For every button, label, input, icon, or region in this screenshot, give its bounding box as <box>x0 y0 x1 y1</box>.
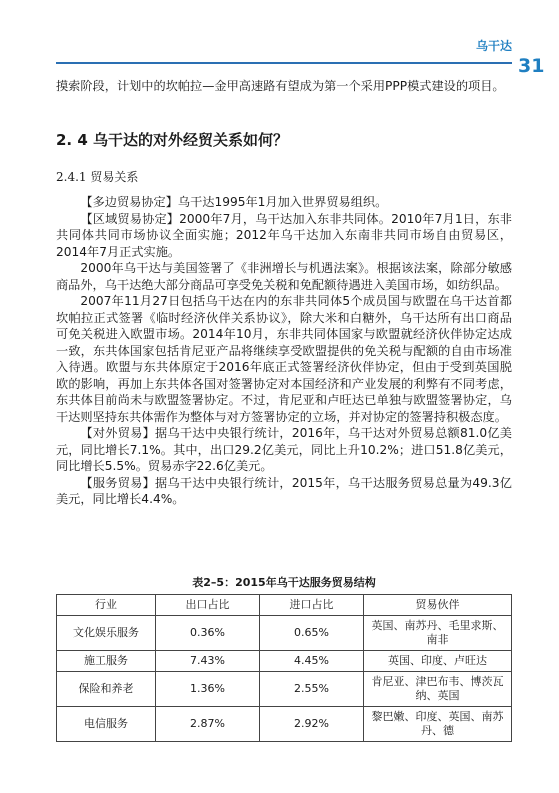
paragraph-multilateral: 【多边贸易协定】乌干达1995年1月加入世界贸易组织。 <box>80 195 388 209</box>
cell-industry: 保险和养老 <box>57 672 156 707</box>
paragraph-eu-epa: 2007年11月27日包括乌干达在内的东非共同体5个成员国与欧盟在乌干达首都坎帕拉正式签署《临时经济伙伴关系协议》，除大米和白糖外，乌干达所有出口商品可免关税进入欧盟市场。2014年10月，东非共同体国家与欧盟就经济伙伴协定达成一致，东共体国家包括肯尼亚产品将继续享受欧盟提供的免关税与配额的自由市场准入待遇。欧盟与东共体原定于2016年底正式签署经济伙伴协定，但由于受到英国脱欧的影响，再加上东共体各国对签署协定对本国经济和产业发展的利弊有不同考虑，东共体目前尚未与欧盟签署协定。不过，肯尼亚和卢旺达已单独与欧盟签署协定，乌干达则坚持东共体需作为整体与对方签署协定的立场，并对协定的签署持积极态度。 <box>56 294 512 424</box>
header-industry: 行业 <box>57 595 156 616</box>
cell-import: 2.55% <box>260 672 364 707</box>
cell-import: 0.65% <box>260 616 364 651</box>
paragraph-agoa: 2000年乌干达与美国签署了《非洲增长与机遇法案》。根据该法案，除部分敏感商品外，乌干达绝大部分商品可享受免关税和免配额待遇进入美国市场，如纺织品。 <box>56 261 512 292</box>
cell-partners: 肯尼亚、津巴布韦、博茨瓦纳、英国 <box>364 672 512 707</box>
cell-export: 0.36% <box>156 616 260 651</box>
cell-partners: 黎巴嫩、印度、英国、南苏丹、德 <box>364 707 512 742</box>
service-trade-table <box>56 594 512 742</box>
table-row <box>57 651 512 672</box>
header-trade-partners: 贸易伙伴 <box>364 595 512 616</box>
table-header-row <box>57 595 512 616</box>
header-export-share: 出口占比 <box>156 595 260 616</box>
cell-export: 2.87% <box>156 707 260 742</box>
cell-import: 2.92% <box>260 707 364 742</box>
table-caption: 表2–5：2015年乌干达服务贸易结构 <box>192 576 376 589</box>
cell-export: 7.43% <box>156 651 260 672</box>
table-row <box>57 707 512 742</box>
cell-industry: 文化娱乐服务 <box>57 616 156 651</box>
cell-partners: 英国、南苏丹、毛里求斯、南非 <box>364 616 512 651</box>
table-row <box>57 672 512 707</box>
paragraph-regional: 【区域贸易协定】2000年7月，乌干达加入东非共同体。2010年7月1日，东非共同体共同市场协议全面实施；2012年乌干达加入东南非共同市场自由贸易区，2014年7月正式实施。 <box>56 211 512 259</box>
paragraph-foreign-trade: 【对外贸易】据乌干达中央银行统计，2016年，乌干达对外贸易总额81.0亿美元，同比增长7.1%。其中，出口29.2亿美元，同比上升10.2%；进口51.8亿美元，同比增长5.5%。贸易赤字22.6亿美元。 <box>56 426 512 473</box>
cell-industry: 电信服务 <box>57 707 156 742</box>
header-rule <box>56 62 512 64</box>
intro-paragraph: 摸索阶段，计划中的坎帕拉—金甲高速路有望成为第一个采用PPP模式建设的项目。 <box>56 79 505 93</box>
paragraph-service-trade: 【服务贸易】据乌干达中央银行统计，2015年，乌干达服务贸易总量为49.3亿美元，同比增长4.4%。 <box>56 475 512 506</box>
cell-export: 1.36% <box>156 672 260 707</box>
header-import-share: 进口占比 <box>260 595 364 616</box>
section-heading: 2. 4 乌干达的对外经贸关系如何？ <box>56 131 289 149</box>
cell-industry: 施工服务 <box>57 651 156 672</box>
header-title: 乌干达 <box>475 39 512 53</box>
cell-import: 4.45% <box>260 651 364 672</box>
page-number: 31 <box>518 55 545 77</box>
table-row <box>57 616 512 651</box>
body-paragraphs <box>56 194 512 508</box>
cell-partners: 英国、印度、卢旺达 <box>364 651 512 672</box>
sub-heading: 2.4.1 贸易关系 <box>56 170 139 184</box>
